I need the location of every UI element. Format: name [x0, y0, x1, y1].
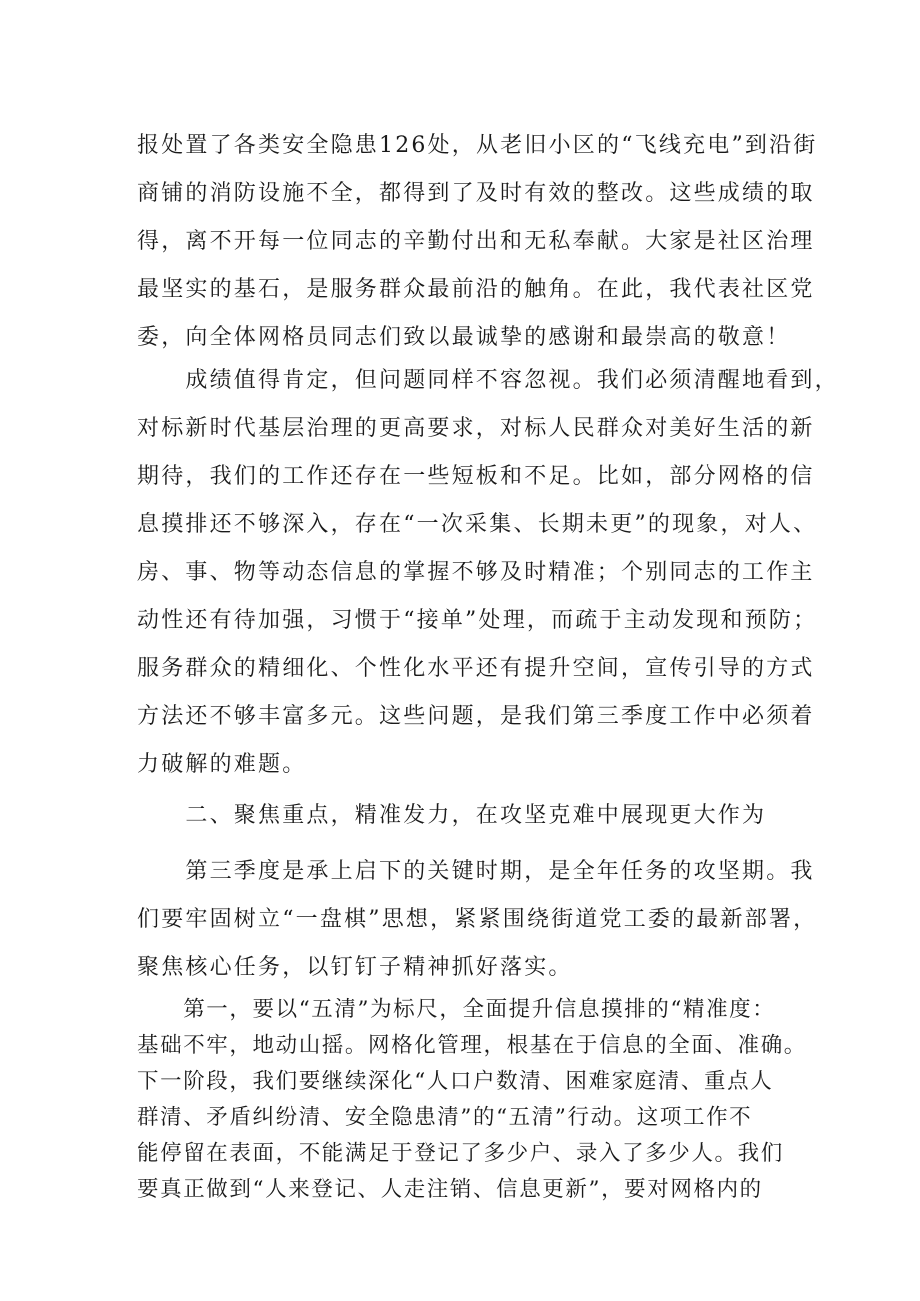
- section-heading: [137, 792, 797, 840]
- text-line: 房、事、物等动态信息的掌握不够及时精准；个别同志的工作主: [137, 560, 815, 585]
- text-line: 下一阶段，我们要继续深化“人口户数清、困难家庭清、重点人: [137, 1069, 774, 1094]
- paragraph-achievements: [137, 122, 818, 362]
- heading-line: 二、聚焦重点，精准发力，在攻坚克难中展现更大作为: [137, 803, 767, 828]
- paragraph-problems: [137, 357, 839, 789]
- text-line: 力破解的难题。: [137, 752, 307, 777]
- text-line: 成绩值得肯定，但问题同样不容忽视。我们必须清醒地看到，: [137, 368, 839, 393]
- text-line: 要真正做到“人来登记、人走注销、信息更新”，要对网格内的: [137, 1177, 763, 1202]
- text-line: 最坚实的基石，是服务群众最前沿的触角。在此，我代表社区党: [137, 277, 815, 302]
- text-line: 对标新时代基层治理的更高要求，对标人民群众对美好生活的新: [137, 416, 815, 441]
- paragraph-third-quarter: [137, 848, 818, 992]
- text-line: 得，离不开每一位同志的辛勤付出和无私奉献。大家是社区治理: [137, 229, 815, 254]
- paragraph-five-clears: [137, 992, 807, 1208]
- text-line: 第三季度是承上启下的关键时期，是全年任务的攻坚期。我: [137, 859, 815, 884]
- text-line: 动性还有待加强，习惯于“接单”处理，而疏于主动发现和预防；: [137, 608, 818, 633]
- text-line: 息摸排还不够深入，存在“一次采集、长期未更”的现象，对人、: [137, 512, 818, 537]
- text-line: 第一，要以“五清”为标尺，全面提升信息摸排的“精准度：: [137, 997, 776, 1022]
- text-line: 们要牢固树立“一盘棋”思想，紧紧围绕街道党工委的最新部署，: [137, 907, 818, 932]
- text-line: 基础不牢，地动山摇。网格化管理，根基在于信息的全面、准确。: [137, 1033, 807, 1058]
- text-line: 期待，我们的工作还存在一些短板和不足。比如，部分网格的信: [137, 464, 815, 489]
- text-line: 聚焦核心任务，以钉钉子精神抓好落实。: [137, 955, 573, 980]
- text-line: 服务群众的精细化、个性化水平还有提升空间，宣传引导的方式: [137, 656, 815, 681]
- text-line: 群清、矛盾纠纷清、安全隐患清”的“五清”行动。这项工作不: [137, 1105, 753, 1130]
- text-line: 能停留在表面，不能满足于登记了多少户、录入了多少人。我们: [137, 1141, 784, 1166]
- text-line: 方法还不够丰富多元。这些问题，是我们第三季度工作中必须着: [137, 704, 815, 729]
- text-line: 委，向全体网格员同志们致以最诚挚的感谢和最崇高的敬意！: [137, 325, 791, 350]
- text-line: 商铺的消防设施不全，都得到了及时有效的整改。这些成绩的取: [137, 181, 815, 206]
- text-line: 报处置了各类安全隐患126处，从老旧小区的“飞线充电”到沿街: [137, 133, 818, 158]
